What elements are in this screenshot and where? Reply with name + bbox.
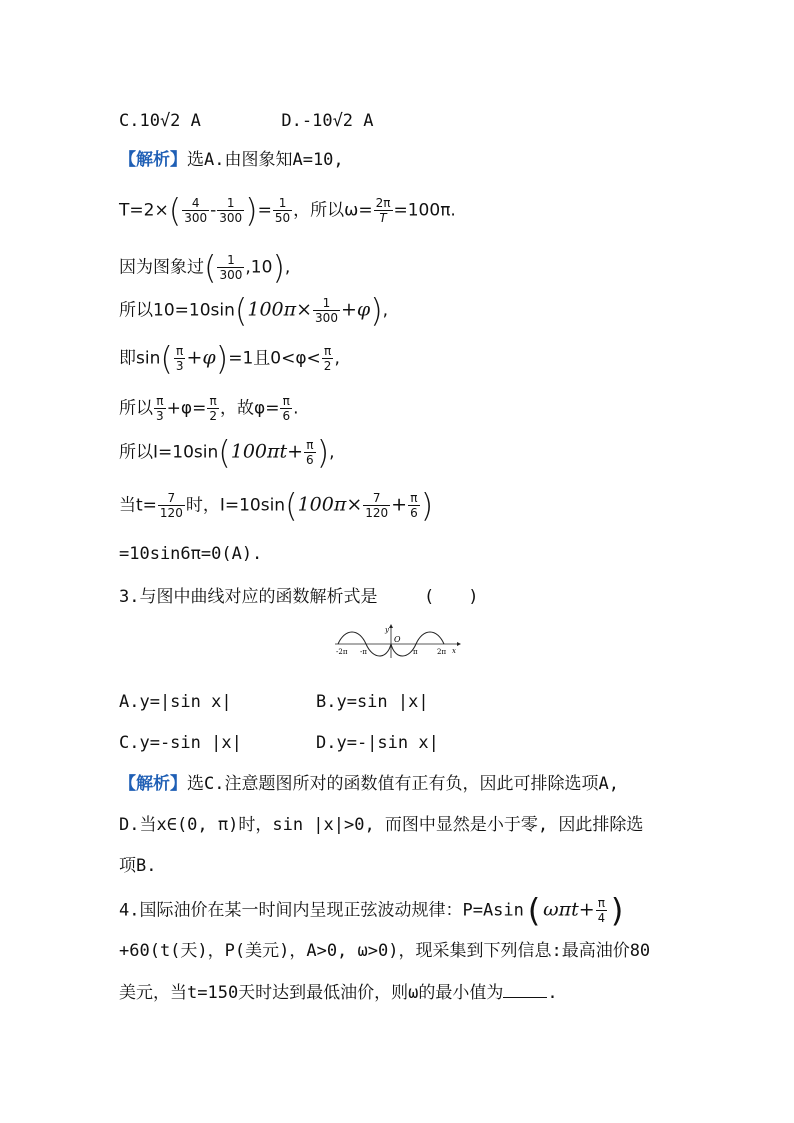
text: 所以10=10sin <box>119 300 235 321</box>
q2-line5 <box>119 339 340 378</box>
fraction: $\frac{\pi}{4}$ <box>597 896 605 925</box>
q2-line6 <box>119 394 299 423</box>
q3-options-row2 <box>119 730 439 756</box>
q3-graph <box>333 624 461 660</box>
paren-close: ) <box>607 891 628 930</box>
paren-close: ) <box>316 433 330 472</box>
q3-option-d: D.y=-|sin x| <box>316 733 439 753</box>
q4-line3 <box>119 979 558 1006</box>
question-stem: 3.与图中曲线对应的函数解析式是 <box>119 587 378 607</box>
q2-option-d: D.-10√2 A <box>281 111 374 131</box>
y-axis-arrow <box>389 624 393 628</box>
fraction: $\frac{\pi}{6}$ <box>410 491 418 520</box>
text: , <box>284 257 291 278</box>
t-prefix: T=2× <box>119 200 169 221</box>
q3-analysis-line3 <box>119 853 156 879</box>
q2-option-c: C.10√2 A <box>119 111 201 131</box>
analysis-text: 选A.由图象知A=10, <box>187 150 344 170</box>
paren-open: ( <box>523 891 544 930</box>
fraction: $\frac{7}{120}$ <box>365 491 389 520</box>
text: 当t= <box>119 495 157 516</box>
fraction: $\frac{\pi}{3}$ <box>156 394 164 423</box>
fraction: $\frac{4}{300}$ <box>184 196 208 225</box>
text: 时，I=10sin <box>185 495 286 516</box>
text: +φ <box>340 298 371 321</box>
text: 所以I=10sin <box>119 442 219 463</box>
text: 因为图象过 <box>119 257 204 278</box>
label-2pi: 2π <box>437 648 447 656</box>
q3-analysis-line2 <box>119 812 643 838</box>
q2-analysis-line1 <box>119 147 344 173</box>
question-stem: 4.国际油价在某一时间内呈现正弦波动规律：P=Asin <box>119 900 524 921</box>
text: 所以 <box>119 398 153 419</box>
q2-period-line: T=2×( $\frac{4}{300}$ - $\frac{1}{300}$ )= $\frac{1}{50}$ ，所以ω= $\frac{2\pi}{T}$ =100π. <box>119 191 456 230</box>
text: +φ= <box>166 398 207 419</box>
fraction: $\frac{1}{300}$ <box>315 296 338 325</box>
text: , <box>334 348 340 369</box>
paren-close: ) <box>370 291 383 330</box>
q2-line3 <box>119 248 291 287</box>
x-axis-arrow <box>457 642 461 646</box>
text: , <box>329 442 335 463</box>
q4-line1 <box>119 891 628 930</box>
q2-option-row <box>119 108 374 134</box>
fraction: $\frac{\pi}{6}$ <box>282 394 291 423</box>
fraction: $\frac{\pi}{2}$ <box>323 344 332 373</box>
paren-close: ) <box>215 339 229 378</box>
text: +φ <box>186 346 216 369</box>
q3-options-row1 <box>119 689 429 715</box>
text: 100π× <box>297 493 363 516</box>
q3-stem <box>119 584 478 610</box>
analysis-text: 选C.注意题图所对的函数值有正有负，因此可排除选项A, <box>187 774 619 794</box>
analysis-tag: 【解析】 <box>119 774 187 794</box>
text: =10sin6π=0(A). <box>119 544 263 564</box>
q2-line4 <box>119 291 389 330</box>
fraction: $\frac{\pi}{2}$ <box>209 394 217 423</box>
minus-sign: - <box>210 200 217 221</box>
label-y: y <box>385 626 389 634</box>
question-text: +60(t(天)，P(美元)，A>0, ω>0)，现采集到下列信息:最高油价80 <box>119 941 651 961</box>
fraction: $\frac{\pi}{3}$ <box>175 344 184 373</box>
text: , <box>382 300 389 321</box>
text: ,10 <box>245 257 273 278</box>
label-origin: O <box>394 635 401 644</box>
analysis-text: D.当x∈(0, π)时，sin |x|>0, 而图中显然是小于零, 因此排除选 <box>119 815 644 835</box>
q3-option-a: A.y=|sin x| <box>119 692 232 712</box>
q2-line8 <box>119 486 434 525</box>
question-text: 美元，当t=150天时达到最低油价，则ω的最小值为 <box>119 983 504 1003</box>
label-neg-pi: -π <box>360 648 367 656</box>
text: ，故φ= <box>219 398 280 419</box>
fraction: $\frac{7}{120}$ <box>159 491 183 520</box>
paren-open: ( <box>285 486 298 525</box>
label-neg-2pi: -2π <box>336 648 348 656</box>
paren-open: ( <box>234 291 248 330</box>
omega-value: =100π. <box>393 200 456 221</box>
paren-open: ( <box>168 191 182 230</box>
answer-paren: ( ) <box>423 587 479 607</box>
q3-option-c: C.y=-sin |x| <box>119 733 242 753</box>
text: . <box>547 983 558 1003</box>
paren-open: ( <box>160 339 173 378</box>
omega-text: ，所以ω= <box>293 200 373 221</box>
paren-close: ) <box>420 486 434 525</box>
paren-close: ) <box>245 191 258 230</box>
q2-line7 <box>119 433 335 472</box>
q3-option-b: B.y=sin |x| <box>316 692 429 712</box>
fraction: $\frac{1}{300}$ <box>219 253 243 282</box>
text: ωπt+ <box>543 898 595 921</box>
q4-line2 <box>119 938 650 964</box>
text: 100πt+ <box>230 440 304 463</box>
label-x: x <box>452 647 456 655</box>
text: =1且0<φ< <box>228 348 321 369</box>
text: + <box>391 493 408 516</box>
text: . <box>293 398 299 419</box>
fraction: $\frac{2\pi}{T}$ <box>375 196 391 225</box>
fraction: $\frac{1}{300}$ <box>219 196 243 225</box>
q3-analysis-line1 <box>119 771 619 797</box>
fraction: $\frac{1}{50}$ <box>274 196 291 225</box>
q2-line9 <box>119 541 262 567</box>
label-pi: π <box>413 648 418 656</box>
text: 即sin <box>119 348 161 369</box>
paren-close: ) <box>272 248 285 287</box>
analysis-text: 项B. <box>119 856 157 876</box>
analysis-tag: 【解析】 <box>119 150 187 170</box>
paren-open: ( <box>204 248 217 287</box>
fraction: $\frac{\pi}{6}$ <box>306 438 314 467</box>
paren-open: ( <box>218 433 231 472</box>
text: 100π× <box>247 298 313 321</box>
answer-blank[interactable] <box>503 979 547 998</box>
